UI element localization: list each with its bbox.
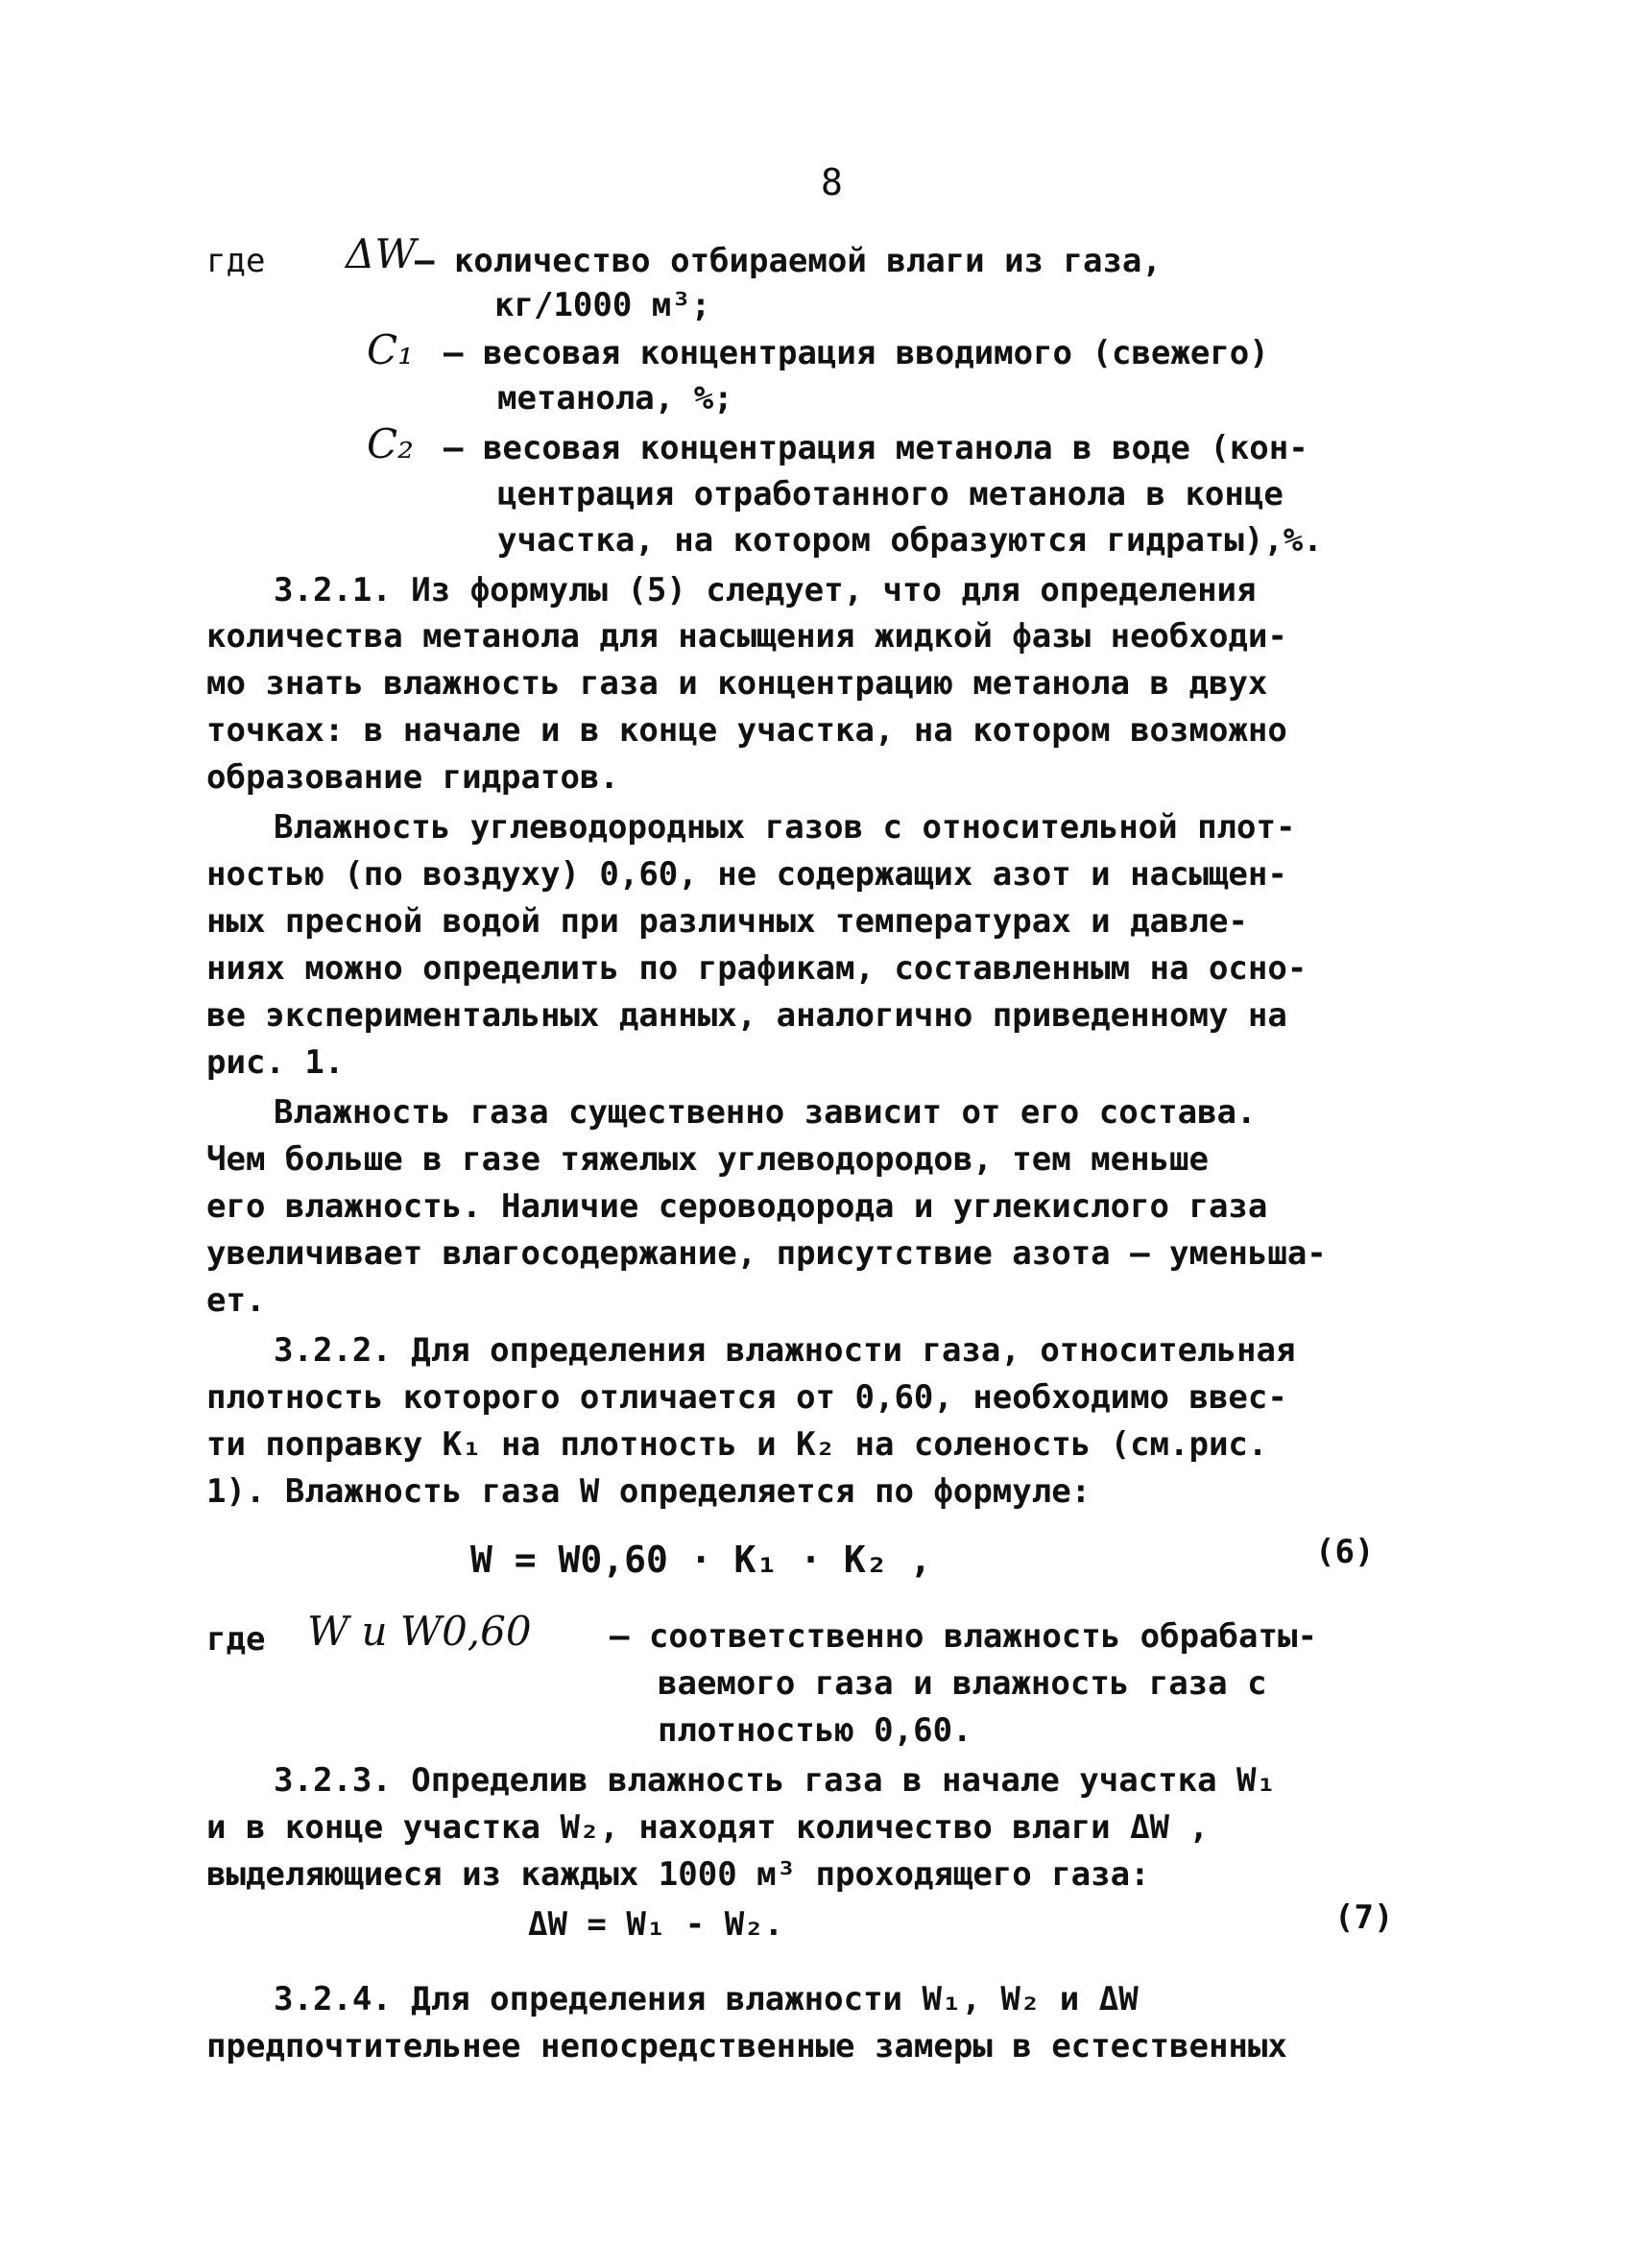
paragraph-line: ных пресной водой при различных температурах и давле- (206, 902, 1248, 941)
paragraph-line: 1). Влажность газа W определяется по формуле: (206, 1472, 1092, 1511)
paragraph-line: ниях можно определить по графикам, составленным на осно- (206, 949, 1308, 988)
formula-6: W = W0,60 · K₁ · K₂ , (470, 1539, 932, 1581)
paragraph-line: выделяющиеся из каждых 1000 м³ проходящего газа: (206, 1855, 1150, 1894)
paragraph-line: ностью (по воздуху) 0,60, не содержащих азот и насыщен- (206, 855, 1287, 894)
paragraph-line: 3.2.2. Для определения влажности газа, относительная (274, 1331, 1296, 1370)
paragraph-line: точках: в начале и в конце участка, на котором возможно (206, 711, 1287, 750)
formula-7: ΔW = W₁ - W₂. (528, 1905, 784, 1944)
paragraph-line: количества метанола для насыщения жидкой фазы необходи- (206, 617, 1287, 656)
delta-w-symbol: ΔW (346, 230, 417, 277)
paragraph-line: увеличивает влагосодержание, присутствие азота – уменьша- (206, 1234, 1327, 1273)
def-line: – количество отбираемой влаги из газа, (415, 242, 1162, 280)
paragraph-line: 3.2.1. Из формулы (5) следует, что для определения (274, 571, 1257, 609)
formula-6-number: (6) (1315, 1533, 1375, 1571)
def-line: центрация отработанного метанола в конце (497, 475, 1284, 513)
page-number: 8 (821, 161, 843, 203)
w-symbols: W и W0,60 (307, 1608, 532, 1655)
def-line: метанола, %; (497, 379, 733, 418)
paragraph-line: мо знать влажность газа и концентрацию метанола в двух (206, 664, 1268, 703)
paragraph-line: 3.2.3. Определив влажность газа в начале участка W₁ (274, 1761, 1276, 1800)
def-line: ваемого газа и влажность газа с (658, 1664, 1267, 1703)
paragraph-line: Влажность углеводородных газов с относительной плот- (274, 808, 1296, 847)
paragraph-line: и в конце участка W₂, находят количество влаги ΔW , (206, 1808, 1209, 1847)
def-line: кг/1000 м³; (494, 286, 711, 324)
paragraph-line: 3.2.4. Для определения влажности W₁, W₂ и ΔW (274, 1980, 1139, 2018)
paragraph-line: его влажность. Наличие сероводорода и углекислого газа (206, 1187, 1268, 1226)
paragraph-line: плотность которого отличается от 0,60, необходимо ввес- (206, 1378, 1287, 1417)
paragraph-line: ет. (206, 1281, 266, 1320)
def-line: – весовая концентрация вводимого (свежего) (444, 334, 1269, 372)
paragraph-line: образование гидратов. (206, 758, 619, 797)
def-line: – весовая концентрация метанола в воде (кон- (444, 429, 1308, 467)
paragraph-line: предпочтительнее непосредственные замеры в естественных (206, 2027, 1287, 2065)
def-line: участка, на котором образуются гидраты),%. (497, 521, 1323, 560)
c2-symbol: C₂ (367, 420, 414, 467)
paragraph-line: ве экспериментальных данных, аналогично приведенному на (206, 996, 1287, 1035)
paragraph-line: Влажность газа существенно зависит от его состава. (274, 1093, 1257, 1132)
paragraph-line: Чем больше в газе тяжелых углеводородов, тем меньше (206, 1140, 1209, 1179)
where-label: где (206, 242, 266, 280)
where-label: где (206, 1620, 266, 1659)
paragraph-line: ти поправку K₁ на плотность и K₂ на соленость (см.рис. (206, 1425, 1268, 1464)
formula-7-number: (7) (1334, 1898, 1394, 1937)
c1-symbol: C₁ (367, 326, 414, 373)
paragraph-line: рис. 1. (206, 1043, 345, 1082)
def-line: плотностью 0,60. (658, 1711, 972, 1750)
def-line: – соответственно влажность обрабаты- (610, 1617, 1317, 1656)
